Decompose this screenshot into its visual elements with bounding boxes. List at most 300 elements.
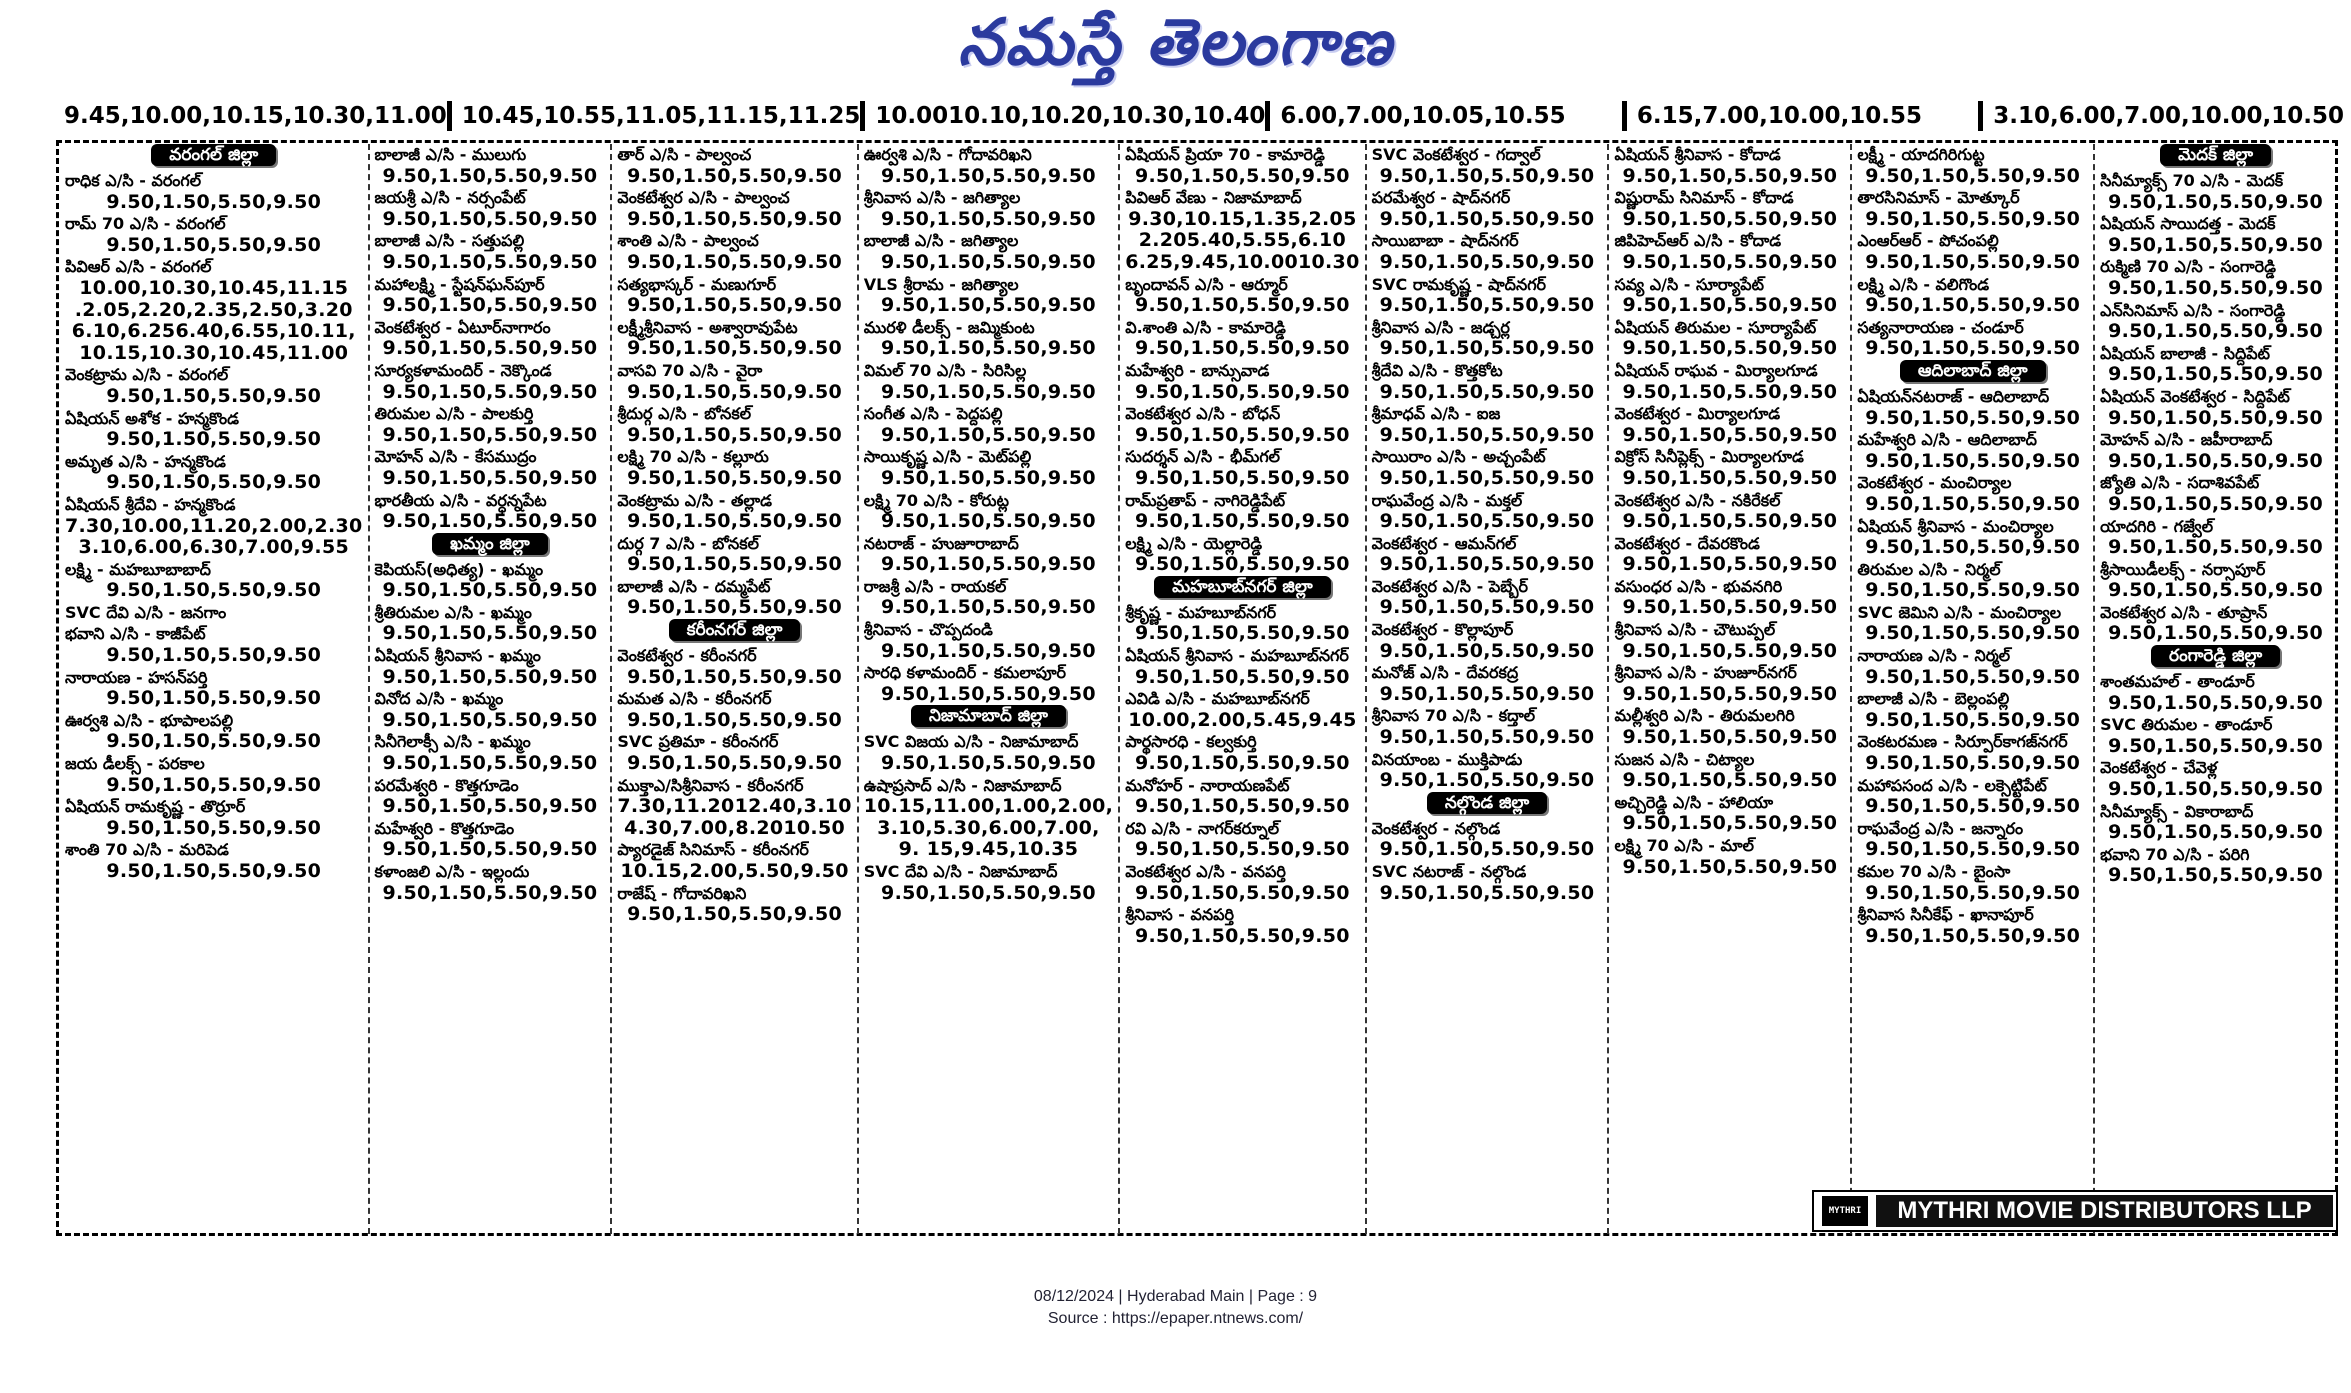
theatre-name: ఏషియన్ శ్రీదేవి - హన్మకొండ (65, 494, 236, 514)
theatre-name: సినీమ్యాక్స్ 70 ఎ/సి - మెదక్ (2100, 171, 2284, 190)
show-times: 6.10,6.256.40,6.55,10.11, (71, 320, 356, 343)
show-times: 9.50,1.50,5.50,9.50 (881, 596, 1096, 619)
show-times: 9.50,1.50,5.50,9.50 (382, 466, 598, 489)
theatre-name: వెంకట్రామ ఎ/సి - వరంగల్ (65, 365, 229, 385)
theatre-name: వినోద ఎ/సి - ఖమ్మం (374, 689, 504, 709)
show-times: 9.50,1.50,5.50,9.50 (106, 579, 322, 602)
district-name: రంగారెడ్డి జిల్లా (2151, 645, 2280, 667)
show-times: 9.50,1.50,5.50,9.50 (382, 622, 598, 645)
show-times: 9.50,1.50,5.50,9.50 (382, 708, 598, 731)
show-times: 9.50,1.50,5.50,9.50 (627, 752, 842, 775)
show-times: 9.50,1.50,5.50,9.50 (627, 708, 842, 731)
show-times: 9.50,1.50,5.50,9.50 (1865, 250, 2081, 273)
show-times: 9.50,1.50,5.50,9.50 (1622, 596, 1838, 619)
listing-column (1852, 144, 2095, 1234)
theatre-name: లక్ష్మి 70 ఎ/సి - మాల్ (1614, 836, 1754, 855)
theatre-name: వినయాంబ - ముక్తిపాడు (1371, 749, 1523, 769)
show-times: 4.30,7.00,8.2010.50 (624, 816, 845, 839)
show-times: 9.50,1.50,5.50,9.50 (1865, 536, 2081, 559)
theatre-name: మోహన్ ఎ/సి - కేసముద్రం (374, 447, 537, 467)
show-times: 9.50,1.50,5.50,9.50 (1622, 510, 1838, 533)
theatre-name: తిరుమల ఎ/సి - నిర్మల్ (1857, 559, 2001, 579)
theatre-name: మనోజ్ ఎ/సి - దేవరకద్ర (1371, 663, 1519, 683)
show-times: 9.50,1.50,5.50,9.50 (2108, 190, 2324, 213)
district-header (1125, 576, 1359, 602)
show-times: 9.50,1.50,5.50,9.50 (1134, 380, 1350, 403)
theatre-name: లక్ష్మీశ్రీనివాస - అశ్వారావుపేట (617, 317, 798, 337)
show-times: 9.50,1.50,5.50,9.50 (627, 337, 842, 360)
district-header (1372, 792, 1603, 818)
show-times: 3.10,5.30,6.00,7.00, (877, 816, 1100, 839)
theatre-name: మహాలక్ష్మి - స్టేషన్‌ఘన్‌పూర్ (374, 274, 545, 294)
show-times: 9.50,1.50,5.50,9.50 (1622, 769, 1838, 792)
show-times: 9.50,1.50,5.50,9.50 (2108, 864, 2324, 887)
listing-column (1367, 144, 1610, 1234)
district-name: మెదక్ జిల్లా (2160, 144, 2271, 166)
show-times: 9.50,1.50,5.50,9.50 (1134, 553, 1350, 576)
theatre-name: జయశ్రీ ఎ/సి - నర్సంపేట్ (374, 188, 526, 208)
show-times: 9.50,1.50,5.50,9.50 (2108, 579, 2324, 602)
theatre-name: సంగీత ఎ/సి - పెద్దపల్లి (863, 404, 1003, 424)
theatre-name: మల్లీశ్వరి ఎ/సి - తిరుమలగిరి (1614, 706, 1795, 726)
show-times: 9.50,1.50,5.50,9.50 (1865, 406, 2081, 429)
show-times: 9.50,1.50,5.50,9.50 (106, 860, 322, 882)
theatre-name: SVC ప్రతిమా - కరీంనగర్ (617, 732, 779, 752)
theatre-name: కెపియస్(అధిత్య) - ఖమ్మం (374, 559, 544, 579)
show-times: 9.50,1.50,5.50,9.50 (2108, 233, 2324, 256)
show-times: 9.50,1.50,5.50,9.50 (881, 466, 1096, 489)
theatre-name: ఏషియన్ శ్రీనివాస - మహబూబ్‌నగర్ (1125, 646, 1349, 666)
theatre-name: వెంకటేశ్వర ఎ/సి - నకిరేకల్ (1614, 490, 1781, 510)
theatre-name: శాంతమహల్ - తాండూర్ (2100, 672, 2255, 692)
theatre-name: సినీమ్యాక్స్ - వికారాబాద్ (2100, 801, 2254, 821)
show-times: 9.50,1.50,5.50,9.50 (881, 752, 1096, 775)
show-times: 9.50,1.50,5.50,9.50 (382, 294, 598, 317)
listing-column (2095, 144, 2336, 1234)
footer-source-link[interactable]: Source : https://epaper.ntnews.com/ (1047, 1310, 1304, 1327)
theatre-name: ఏషియన్ శ్రీనివాస - మంచిర్యాల (1857, 516, 2054, 536)
show-times: 9.50,1.50,5.50,9.50 (881, 380, 1096, 403)
theatre-name: రాఘవేంద్ర ఎ/సి - మక్తల్ (1371, 490, 1523, 510)
theatre-name: ఊర్వశి ఎ/సి - గోదావరిఖని (863, 145, 1032, 164)
show-times: 9.50,1.50,5.50,9.50 (627, 596, 842, 619)
theatre-name: సినీగెలాక్సీ ఎ/సి - ఖమ్మం (374, 732, 531, 752)
show-times: 9.50,1.50,5.50,9.50 (382, 207, 598, 230)
show-times: 9.50,1.50,5.50,9.50 (1134, 622, 1350, 645)
theatre-name: రాధిక ఎ/సి - వరంగల్ (65, 171, 202, 190)
show-times: 9.50,1.50,5.50,9.50 (106, 428, 322, 451)
show-times: 9.50,1.50,5.50,9.50 (382, 665, 598, 688)
show-times: 3.10,6.00,6.30,7.00,9.55 (78, 536, 349, 559)
show-times: 10.15,10.30,10.45,11.00 (79, 341, 349, 364)
theatre-name: వెంకటేశ్వర ఎ/సి - వనపర్తి (1125, 862, 1286, 881)
show-times: 9.50,1.50,5.50,9.50 (1865, 708, 2081, 731)
theatre-name: ఏషియన్ బాలాజీ - సిద్దిపేట్ (2100, 343, 2270, 363)
theatre-name: VLS శ్రీరామ - జగిత్యాల (863, 274, 1019, 294)
theatre-name: సత్యభాస్కర్ - మణుగూర్ (617, 274, 777, 294)
show-times: 9.50,1.50,5.50,9.50 (2108, 622, 2324, 645)
show-times: 9.50,1.50,5.50,9.50 (1379, 207, 1595, 230)
theatre-name: బాలాజీ ఎ/సి - దమ్మపేట్ (617, 576, 771, 596)
show-times: 9.50,1.50,5.50,9.50 (1865, 492, 2081, 515)
show-times: 9.50,1.50,5.50,9.50 (1379, 164, 1595, 187)
district-name: ఖమ్మం జిల్లా (432, 533, 548, 555)
show-times: 9.50,1.50,5.50,9.50 (1622, 639, 1838, 662)
show-times: 9.50,1.50,5.50,9.50 (1622, 726, 1838, 749)
show-times: 9.50,1.50,5.50,9.50 (1379, 250, 1595, 273)
theatre-name: సూర్యకళామందిర్ - నెక్కొండ (374, 360, 552, 380)
masthead (0, 0, 2351, 95)
theatre-name: అచ్చిరెడ్డి ఎ/సి - హాలియా (1614, 792, 1774, 812)
distributor-banner (1812, 1190, 2338, 1232)
theatre-name: శ్రీనివాస సినీకేఫ్ - ఖానాపూర్ (1857, 905, 2034, 925)
show-times: 9.50,1.50,5.50,9.50 (106, 773, 322, 796)
show-times: 9.50,1.50,5.50,9.50 (627, 294, 842, 317)
theatre-name: ఏషియన్ రాఘవ - మిర్యాలగూడ (1614, 360, 1818, 380)
show-times: 9.50,1.50,5.50,9.50 (627, 553, 842, 576)
show-times: 9.50,1.50,5.50,9.50 (2108, 821, 2324, 844)
theatre-name: తార్ ఎ/సి - పాల్వంచ (617, 145, 752, 164)
theatre-name: రుక్మిణి 70 ఎ/సి - సంగారెడ్డి (2100, 257, 2276, 277)
show-times: 9.50,1.50,5.50,9.50 (881, 682, 1096, 705)
theatre-name: SVC రామకృష్ణ - షాద్‌నగర్ (1371, 274, 1547, 294)
theatre-name: దుర్గ 7 ఎ/సి - బోనకల్ (617, 533, 759, 553)
show-times: 9.50,1.50,5.50,9.50 (881, 553, 1096, 576)
theatre-name: జయ డీలక్స్ - పరకాల (65, 754, 205, 774)
theatre-name: వెంకటరమణ - సిర్పూర్‌కాగజ్‌నగర్ (1857, 732, 2068, 752)
distributor-name: MYTHRI MOVIE DISTRIBUTORS LLP (1876, 1195, 2333, 1227)
show-times: 9.50,1.50,5.50,9.50 (382, 838, 598, 861)
theatre-name: ఏషియన్ ప్రియా 70 - కామారెడ్డి (1125, 145, 1325, 164)
theatre-name: వెంకటేశ్వర - దేవరకొండ (1614, 533, 1760, 553)
show-times: 9.50,1.50,5.50,9.50 (1379, 294, 1595, 317)
show-times: 9.50,1.50,5.50,9.50 (2108, 406, 2324, 429)
show-times: 9.50,1.50,5.50,9.50 (1379, 466, 1595, 489)
show-times: 9.50,1.50,5.50,9.50 (627, 380, 842, 403)
theatre-name: తిరుమల ఎ/సి - పాలకుర్తి (374, 404, 534, 424)
listing-column (60, 144, 370, 1234)
theatre-name: శాంతి 70 ఎ/సి - మరిపెడ (65, 840, 229, 860)
theatre-name: మహేశ్వరి ఎ/సి - ఆదిలాబాద్ (1857, 430, 2037, 450)
show-times: 9.50,1.50,5.50,9.50 (382, 423, 598, 446)
show-times: 9.50,1.50,5.50,9.50 (1622, 337, 1838, 360)
district-name: మహబూబ్‌నగర్ జిల్లా (1154, 576, 1330, 598)
show-times: 9.50,1.50,5.50,9.50 (2108, 778, 2324, 801)
mythri-logo-icon: MYTHRI (1822, 1196, 1868, 1226)
show-times: 10.00,2.00,5.45,9.45 (1128, 708, 1357, 731)
show-times: 9.50,1.50,5.50,9.50 (2108, 536, 2324, 559)
show-times: 9.50,1.50,5.50,9.50 (1134, 423, 1350, 446)
theatre-name: SVC నటరాజ్ - నల్గొండ (1371, 862, 1527, 881)
theatre-name: అమృత ఎ/సి - హన్మకొండ (65, 451, 226, 471)
show-times: 7.30,11.2012.40,3.10 (617, 795, 852, 818)
listing-column (859, 144, 1120, 1234)
theatre-name: శ్రీమాధవ్ ఎ/సి - ఐజ (1371, 404, 1501, 424)
theatre-name: నారాయణ - హసన్‌పర్తి (65, 667, 208, 687)
theatre-name: వెంకటేశ్వర - చేవెళ్ల (2100, 758, 2218, 778)
theatre-name: మహాపసంద ఎ/సి - లక్సెట్టిపేట్ (1857, 775, 2047, 795)
show-times: 9.50,1.50,5.50,9.50 (1622, 812, 1838, 835)
theatre-name: విమల్ 70 ఎ/సి - సిరిసిల్ల (863, 360, 1027, 380)
show-times: 2.205.40,5.55,6.10 (1138, 229, 1347, 252)
show-times: 9.50,1.50,5.50,9.50 (2108, 691, 2324, 714)
show-times: 9.50,1.50,5.50,9.50 (1134, 838, 1350, 861)
show-times: 9.50,1.50,5.50,9.50 (1134, 881, 1350, 904)
show-times: 9.30,10.15,1.35,2.05 (1128, 207, 1357, 230)
show-times: 9.50,1.50,5.50,9.50 (881, 164, 1096, 187)
district-name: ఆదిలాబాద్ జిల్లా (1900, 360, 2046, 382)
show-times: 9.50,1.50,5.50,9.50 (627, 665, 842, 688)
theatre-name: వాసవి 70 ఎ/సి - వైరా (617, 360, 763, 380)
show-times: 9.50,1.50,5.50,9.50 (881, 639, 1096, 662)
show-times: 9.50,1.50,5.50,9.50 (1379, 838, 1595, 861)
show-times: 9.50,1.50,5.50,9.50 (1865, 207, 2081, 230)
show-times: 9.50,1.50,5.50,9.50 (1134, 337, 1350, 360)
timing-group: 10.0010.10,10.20,10.30,10.40 (875, 103, 1266, 129)
theatre-name: రాఘవేంద్ర ఎ/సి - జన్నారం (1857, 818, 2024, 838)
district-header (864, 705, 1113, 731)
footer-date-edition: 08/12/2024 | Hyderabad Main | Page : 9 (1033, 1288, 1318, 1305)
theatre-name: ఏషియన్ రామకృష్ణ - తొర్రూర్ (65, 797, 246, 817)
timing-group: 9.45,10.00,10.15,10.30,11.00 (64, 103, 447, 129)
show-times: 9.50,1.50,5.50,9.50 (1379, 553, 1595, 576)
theatre-name: ముక్తాఎ/సిశ్రీనివాస - కరీంనగర్ (617, 775, 804, 795)
show-times: 9.50,1.50,5.50,9.50 (627, 423, 842, 446)
theatre-name: సారధి కళామందిర్ - కమలాపూర్ (863, 663, 1067, 683)
theatre-name: ఏషియన్ శ్రీనివాస - కోదాడ (1614, 145, 1781, 164)
theatre-name: బాలాజీ ఎ/సి - ములుగు (374, 145, 527, 164)
theatre-name: వెంకటేశ్వర - నల్గొండ (1371, 818, 1501, 838)
show-times: 9.50,1.50,5.50,9.50 (382, 579, 598, 602)
theatre-name: వెంకటేశ్వర ఎ/సి - తూప్రాన్ (2100, 602, 2268, 622)
show-times: 9.50,1.50,5.50,9.50 (382, 881, 598, 904)
show-times: 9.50,1.50,5.50,9.50 (2108, 734, 2324, 757)
show-times: 9.50,1.50,5.50,9.50 (1379, 769, 1595, 792)
theatre-name: ఉషాప్రసాద్ ఎ/సి - నిజామాబాద్ (863, 775, 1062, 795)
district-header (617, 619, 851, 645)
theatre-name: లక్ష్మి 70 ఎ/సి - కోరుట్ల (863, 490, 1009, 510)
theatre-name: కమల 70 ఎ/సి - బైంసా (1857, 862, 2011, 881)
show-times: 9.50,1.50,5.50,9.50 (1865, 579, 2081, 602)
theatre-name: శ్రీనివాస 70 ఎ/సి - కద్తాల్ (1371, 706, 1536, 726)
show-times: 9.50,1.50,5.50,9.50 (1622, 855, 1838, 878)
theatre-name: సాయిబాబా - షాద్‌నగర్ (1371, 231, 1519, 251)
show-times: 9.50,1.50,5.50,9.50 (1865, 294, 2081, 317)
district-name: నిజామాబాద్ జిల్లా (911, 705, 1066, 727)
show-times: .2.05,2.20,2.35,2.50,3.20 (74, 298, 353, 321)
show-times: 9.50,1.50,5.50,9.50 (627, 466, 842, 489)
show-times: 9.50,1.50,5.50,9.50 (382, 752, 598, 775)
theatre-name: రామ్ 70 ఎ/సి - వరంగల్ (65, 214, 226, 234)
show-times: 9.50,1.50,5.50,9.50 (1622, 207, 1838, 230)
theatre-name: బాలాజీ ఎ/సి - జగిత్యాల (863, 231, 1019, 251)
theatre-name: ఏషియన్ సాయిదత్త - మెదక్ (2100, 214, 2276, 234)
show-times: 9.50,1.50,5.50,9.50 (106, 687, 322, 710)
theatre-name: తారసినిమాస్ - మోత్కూర్ (1857, 188, 2020, 208)
theatre-name: బృందావన్ ఎ/సి - ఆర్మూర్ (1125, 274, 1288, 294)
show-times: 10.00,10.30,10.45,11.15 (79, 276, 349, 299)
listing-column (1120, 144, 1366, 1234)
show-times: 9.50,1.50,5.50,9.50 (1379, 337, 1595, 360)
district-name: నల్గొండ జిల్లా (1427, 792, 1547, 814)
theatre-name: శ్రీకృష్ణ - మహబూబ్‌నగర్ (1125, 602, 1277, 622)
theatre-name: విక్రోస్ సినీప్లెక్స్ - మిర్యాలగూడ (1614, 447, 1804, 467)
theatre-name: భారతీయ ఎ/సి - వర్ధన్నపేట (374, 490, 547, 510)
theatre-name: విష్ణురామ్ సినిమాస్ - కోదాడ (1614, 188, 1794, 208)
show-times: 9.50,1.50,5.50,9.50 (2108, 363, 2324, 386)
show-times: 9.50,1.50,5.50,9.50 (1379, 596, 1595, 619)
theatre-name: వెంకటేశ్వర - ఏటూర్‌నాగారం (374, 317, 551, 337)
show-times: 9.50,1.50,5.50,9.50 (106, 384, 322, 407)
show-times: 9. 15,9.45,10.35 (898, 838, 1079, 861)
theatre-name: లక్ష్మి ఎ/సి - యెల్లారెడ్డి (1125, 533, 1263, 553)
show-times: 9.50,1.50,5.50,9.50 (1134, 294, 1350, 317)
theatre-name: రాజేష్ - గోదావరిఖని (617, 883, 747, 903)
theatre-name: పివిఆర్ ఎ/సి - వరంగల్ (65, 257, 212, 277)
theatre-name: యాదగిరి - గజ్వేల్ (2100, 516, 2214, 536)
show-times: 9.50,1.50,5.50,9.50 (106, 644, 322, 667)
show-times: 9.50,1.50,5.50,9.50 (106, 471, 322, 494)
theatre-name: రాజశ్రీ ఎ/సి - రాయకల్ (863, 576, 1007, 596)
district-header (1857, 360, 2088, 386)
show-times: 9.50,1.50,5.50,9.50 (1865, 881, 2081, 904)
show-times: 9.50,1.50,5.50,9.50 (881, 207, 1096, 230)
theatre-name: శ్రీనివాస - చొప్పదండి (863, 620, 993, 640)
theatre-name: ఏషియన్ అశోక - హన్మకొండ (65, 408, 240, 428)
theatre-name: పరమేశ్వరి - కొత్తగూడెం (374, 775, 519, 795)
theatre-name: జిపిహెచ్ఆర్ ఎ/సి - కోదాడ (1614, 231, 1782, 251)
theatre-name: వెంకటేశ్వర - కరీంనగర్ (617, 646, 757, 666)
show-times: 9.50,1.50,5.50,9.50 (1865, 449, 2081, 472)
show-times: 9.50,1.50,5.50,9.50 (1134, 164, 1350, 187)
show-times: 9.50,1.50,5.50,9.50 (1134, 795, 1350, 818)
theatre-name: మురళి డీలక్స్ - జమ్మికుంట (863, 317, 1035, 337)
theatre-name: పార్థసారధి - కల్వకుర్తి (1125, 732, 1257, 752)
show-times: 9.50,1.50,5.50,9.50 (881, 250, 1096, 273)
show-times: 9.50,1.50,5.50,9.50 (1134, 466, 1350, 489)
show-times: 9.50,1.50,5.50,9.50 (881, 337, 1096, 360)
theatre-name: ఎన్‌సినిమాస్ ఎ/సి - సంగారెడ్డి (2100, 300, 2286, 320)
show-times: 9.50,1.50,5.50,9.50 (1622, 380, 1838, 403)
show-times: 9.50,1.50,5.50,9.50 (1622, 553, 1838, 576)
show-times: 9.50,1.50,5.50,9.50 (881, 510, 1096, 533)
theatre-name: ఏషియన్ వెంకటేశ్వర - సిద్దిపేట్ (2100, 386, 2290, 406)
timing-group: 3.10,6.00,7.00,10.00,10.50 (1993, 103, 2344, 129)
theatre-name: వెంకటేశ్వర - కొల్లాపూర్ (1371, 620, 1514, 640)
show-times: 9.50,1.50,5.50,9.50 (1379, 380, 1595, 403)
theatre-name: బాలాజీ ఎ/సి - బెల్లంపల్లి (1857, 689, 2010, 709)
show-times: 9.50,1.50,5.50,9.50 (1379, 510, 1595, 533)
theatre-name: ఏషియన్ తిరుమల - సూర్యాపేట్ (1614, 317, 1817, 337)
theatre-name: కళాంజలి ఎ/సి - ఇల్లందు (374, 862, 530, 881)
theatre-name: శ్రీసాయిడీలక్స్ - నర్సాపూర్ (2100, 559, 2266, 579)
show-times: 9.50,1.50,5.50,9.50 (627, 903, 842, 926)
theatre-name: సాయిరాం ఎ/సి - అచ్చంపేట్ (1371, 447, 1546, 467)
theatre-name: శ్రీనివాస ఎ/సి - చౌటుప్పల్ (1614, 620, 1776, 640)
theatre-name: సుజన ఎ/సి - చిట్యాల (1614, 749, 1755, 769)
show-times: 9.50,1.50,5.50,9.50 (881, 294, 1096, 317)
theatre-name: శ్రీనివాస ఎ/సి - జగిత్యాల (863, 188, 1021, 208)
theatre-name: భవాని 70 ఎ/సి - పరిగి (2100, 844, 2250, 864)
show-times: 9.50,1.50,5.50,9.50 (382, 250, 598, 273)
show-times: 9.50,1.50,5.50,9.50 (1865, 752, 2081, 775)
show-times: 9.50,1.50,5.50,9.50 (106, 190, 322, 213)
show-times: 9.50,1.50,5.50,9.50 (2108, 449, 2324, 472)
show-times: 9.50,1.50,5.50,9.50 (1865, 838, 2081, 861)
show-times: 9.50,1.50,5.50,9.50 (1622, 423, 1838, 446)
show-times: 9.50,1.50,5.50,9.50 (1134, 665, 1350, 688)
theatre-name: సత్యనారాయణ - చండూర్ (1857, 317, 2024, 337)
theatre-name: SVC వెంకటేశ్వర - గద్వాల్ (1371, 145, 1541, 164)
theatre-name: శ్రీతిరుమల ఎ/సి - ఖమ్మం (374, 602, 532, 622)
timing-group: 6.00,7.00,10.05,10.55 (1280, 103, 1566, 129)
theatre-name: వసుంధర ఎ/సి - భువనగిరి (1614, 576, 1783, 596)
district-header (65, 144, 363, 170)
show-times: 9.50,1.50,5.50,9.50 (2108, 276, 2324, 299)
theatre-name: శ్రీనివాస - వనపర్తి (1125, 905, 1234, 925)
theatre-name: లక్ష్మి ఎ/సి - వలిగొండ (1857, 274, 1990, 294)
show-times: 10.15,2.00,5.50,9.50 (620, 860, 849, 882)
show-times: 9.50,1.50,5.50,9.50 (1379, 726, 1595, 749)
theatre-name: నటరాజ్ - హుజూరాబాద్ (863, 533, 1019, 553)
theatre-name: శ్రీదుర్గ ఎ/సి - బోనకల్ (617, 404, 752, 424)
theatre-name: ఎవిడి ఎ/సి - మహబూబ్‌నగర్ (1125, 689, 1310, 709)
theatre-name: SVC దేవి ఎ/సి - నిజామాబాద్ (863, 862, 1058, 881)
show-times: 9.50,1.50,5.50,9.50 (382, 380, 598, 403)
theatre-name: లక్ష్మి 70 ఎ/సి - కల్లూరు (617, 447, 769, 467)
theatre-name: ఊర్వశి ఎ/సి - భూపాలపల్లి (65, 710, 234, 730)
theatre-name: శాంతి ఎ/సి - పాల్వంచ (617, 231, 759, 251)
theatre-name: SVC తిరుమల - తాండూర్ (2100, 715, 2273, 735)
theatre-name: శ్రీనివాస ఎ/సి - జడ్చర్ల (1371, 317, 1510, 337)
show-times: 9.50,1.50,5.50,9.50 (1134, 752, 1350, 775)
show-times: 9.50,1.50,5.50,9.50 (2108, 320, 2324, 343)
theatre-name: వెంకటేశ్వర ఎ/సి - పాల్వంచ (617, 188, 790, 208)
theatre-name: వెంకట్రామ ఎ/సి - తల్లాడ (617, 490, 772, 510)
theatre-name: సవ్య ఎ/సి - సూర్యాపేట్ (1614, 274, 1764, 294)
listing-column (1609, 144, 1852, 1234)
theatre-name: బాలాజీ ఎ/సి - సత్తుపల్లి (374, 231, 525, 251)
show-times: 9.50,1.50,5.50,9.50 (1379, 423, 1595, 446)
theatre-name: రవి ఎ/సి - నాగర్‌కర్నూల్ (1125, 818, 1280, 838)
theatre-name: పరమేశ్వర - షాద్‌నగర్ (1371, 188, 1511, 208)
theatre-name: మహేశ్వరి - బాన్సువాడ (1125, 360, 1270, 380)
show-times: 9.50,1.50,5.50,9.50 (1622, 250, 1838, 273)
theatre-name: సుదర్శన్ ఎ/సి - భీమ్‌గల్ (1125, 447, 1280, 467)
show-times: 9.50,1.50,5.50,9.50 (881, 423, 1096, 446)
show-times: 9.50,1.50,5.50,9.50 (627, 164, 842, 187)
theatre-name: వెంకటేశ్వర ఎ/సి - పెబ్బేర్ (1371, 576, 1529, 596)
show-times: 9.50,1.50,5.50,9.50 (627, 207, 842, 230)
show-times: 9.50,1.50,5.50,9.50 (1379, 682, 1595, 705)
show-times: 9.50,1.50,5.50,9.50 (1622, 164, 1838, 187)
theatre-name: మోహన్ ఎ/సి - జహీరాబాద్ (2100, 430, 2273, 450)
show-times: 9.50,1.50,5.50,9.50 (1865, 337, 2081, 360)
show-times: 9.50,1.50,5.50,9.50 (1865, 795, 2081, 818)
show-timings-bar (54, 98, 2344, 134)
show-times: 9.50,1.50,5.50,9.50 (627, 510, 842, 533)
theatre-name: ఏషియన్ శ్రీనివాస - ఖమ్మం (374, 646, 541, 666)
show-times: 9.50,1.50,5.50,9.50 (1622, 682, 1838, 705)
theatre-name: వెంకటేశ్వర ఎ/సి - బోధన్ (1125, 404, 1281, 424)
theatre-name: సాయికృష్ణ ఎ/సి - మెట్‌పల్లి (863, 447, 1032, 467)
show-times: 9.50,1.50,5.50,9.50 (627, 250, 842, 273)
theatre-name: మనోహర్ - నారాయణపేట్ (1125, 775, 1290, 795)
district-name: కరీంనగర్ జిల్లా (669, 619, 801, 641)
theatre-name: భవాని ఎ/సి - కాజీపేట్ (65, 624, 206, 644)
theatre-listing-columns (60, 144, 2336, 1234)
theatre-name: వెంకటేశ్వర - మిర్యాలగూడ (1614, 404, 1781, 424)
